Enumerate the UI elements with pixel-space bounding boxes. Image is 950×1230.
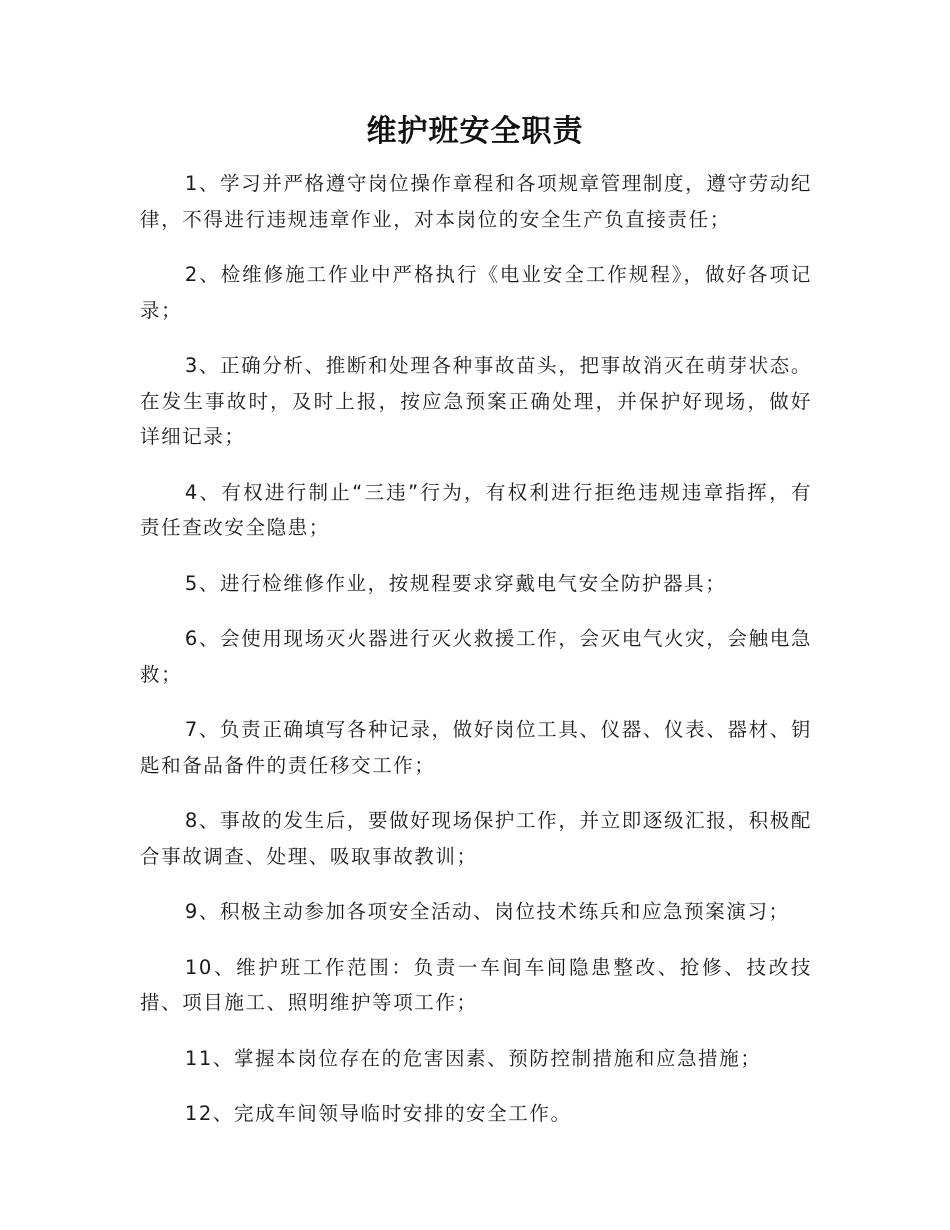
- duty-item-1: 1、学习并严格遵守岗位操作章程和各项规章管理制度，遵守劳动纪律，不得进行违规违章作业，对本岗位的安全生产负直接责任；: [140, 172, 812, 231]
- duty-item-11: 11、掌握本岗位存在的危害因素、预防控制措施和应急措施；: [184, 1046, 762, 1070]
- document-title: 维护班安全职责: [366, 114, 584, 149]
- document-body: [140, 166, 812, 1152]
- duty-item-3: 3、正确分析、推断和处理各种事故苗头，把事故消灭在萌芽状态。在发生事故时，及时上报，按应急预案正确处理，并保护好现场，做好详细记录；: [140, 354, 812, 448]
- duty-item-10: 10、维护班工作范围：负责一车间车间隐患整改、抢修、技改技措、项目施工、照明维护等项工作；: [140, 955, 812, 1014]
- duty-item-7: 7、负责正确填写各种记录，做好岗位工具、仪器、仪表、器材、钥匙和备品备件的责任移交工作；: [140, 718, 812, 777]
- duty-item-4: 4、有权进行制止“三违”行为，有权利进行拒绝违规违章指挥，有责任查改安全隐患；: [140, 480, 812, 539]
- duty-item-9: 9、积极主动参加各项安全活动、岗位技术练兵和应急预案演习；: [184, 900, 790, 923]
- duty-item-12: 12、完成车间领导临时安排的安全工作。: [184, 1102, 572, 1125]
- duty-item-8: 8、事故的发生后，要做好现场保护工作，并立即逐级汇报，积极配合事故调查、处理、吸取事故教训；: [140, 809, 812, 868]
- duty-item-6: 6、会使用现场灭火器进行灭火救援工作，会灭电气火灾，会触电急救；: [140, 627, 812, 686]
- duty-item-5: 5、进行检维修作业，按规程要求穿戴电气安全防护器具；: [184, 571, 727, 595]
- duty-item-2: 2、检维修施工作业中严格执行《电业安全工作规程》，做好各项记录；: [140, 263, 812, 322]
